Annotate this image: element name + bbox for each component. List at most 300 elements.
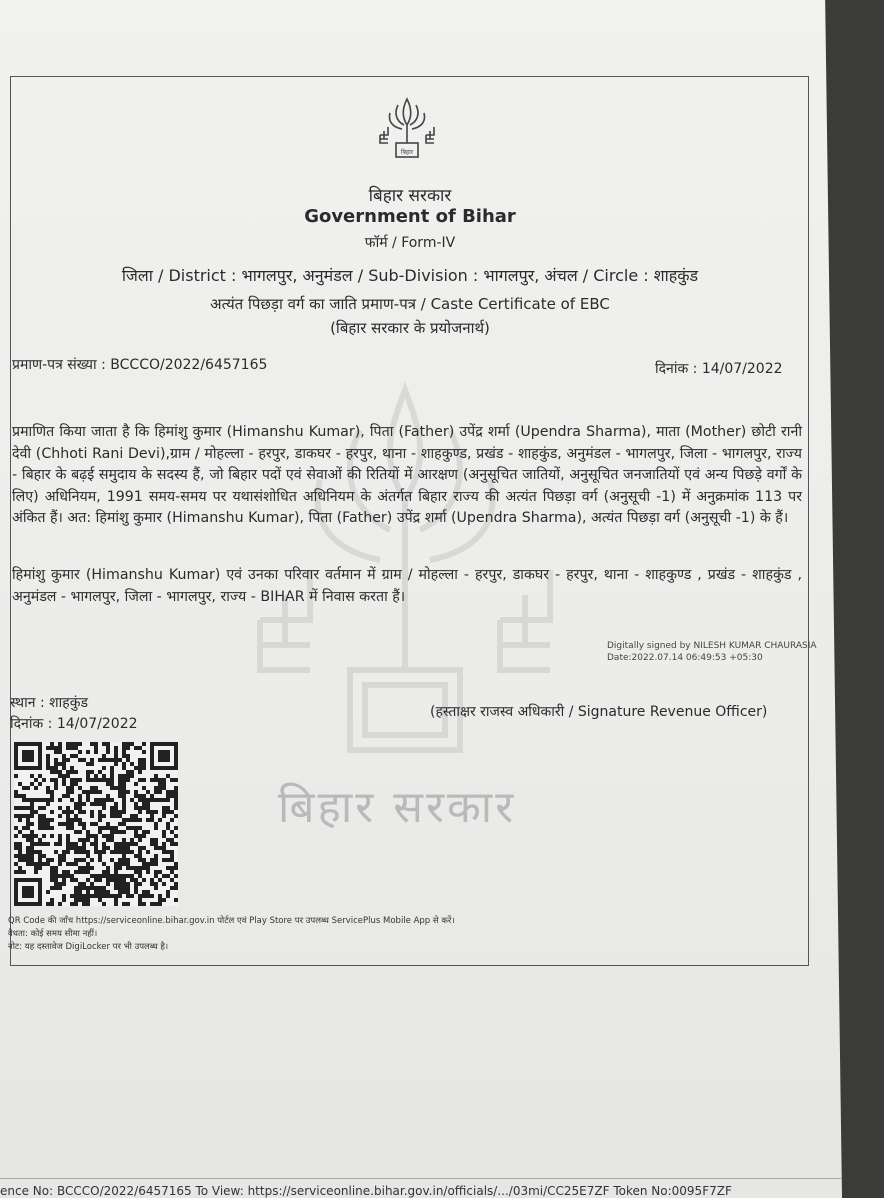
qr-module — [118, 886, 122, 890]
qr-module — [114, 758, 118, 762]
qr-module — [82, 810, 86, 814]
qr-module — [118, 866, 122, 870]
qr-module — [138, 778, 142, 782]
qr-module — [18, 782, 22, 786]
qr-module — [50, 770, 54, 774]
qr-module — [90, 810, 94, 814]
qr-module — [30, 798, 34, 802]
qr-module — [114, 898, 118, 902]
qr-module — [78, 810, 82, 814]
qr-module — [94, 742, 98, 746]
qr-module — [114, 814, 118, 818]
qr-module — [50, 886, 54, 890]
qr-module — [62, 878, 66, 882]
qr-module — [122, 846, 126, 850]
qr-module — [170, 866, 174, 870]
qr-module — [130, 894, 134, 898]
qr-module — [162, 898, 166, 902]
qr-module — [142, 742, 146, 746]
qr-module — [26, 818, 30, 822]
qr-module — [102, 778, 106, 782]
qr-module — [74, 770, 78, 774]
qr-module — [118, 842, 122, 846]
qr-module — [38, 826, 42, 830]
qr-module — [110, 770, 114, 774]
qr-module — [126, 850, 130, 854]
qr-module — [82, 822, 86, 826]
signature-officer: (हस्ताक्षर राजस्व अधिकारी / Signature Revenue Officer) — [430, 704, 768, 720]
qr-module — [86, 750, 90, 754]
qr-module — [62, 882, 66, 886]
qr-module — [158, 782, 162, 786]
qr-module — [138, 854, 142, 858]
qr-module — [130, 842, 134, 846]
qr-module — [14, 834, 18, 838]
qr-module — [18, 870, 22, 874]
qr-module — [30, 850, 34, 854]
qr-module — [98, 818, 102, 822]
qr-module — [86, 894, 90, 898]
qr-module — [94, 786, 98, 790]
qr-module — [142, 758, 146, 762]
qr-module — [114, 810, 118, 814]
qr-module — [90, 866, 94, 870]
qr-module — [146, 802, 150, 806]
qr-module — [14, 826, 18, 830]
qr-module — [154, 862, 158, 866]
qr-module — [102, 766, 106, 770]
qr-module — [146, 806, 150, 810]
qr-module — [18, 854, 22, 858]
qr-module — [122, 874, 126, 878]
qr-module — [174, 834, 178, 838]
qr-module — [58, 886, 62, 890]
qr-module — [106, 782, 110, 786]
qr-module — [102, 774, 106, 778]
qr-module — [106, 822, 110, 826]
qr-module — [110, 798, 114, 802]
qr-module — [66, 794, 70, 798]
qr-module — [126, 778, 130, 782]
qr-module — [34, 798, 38, 802]
qr-module — [138, 850, 142, 854]
qr-module — [170, 858, 174, 862]
qr-module — [114, 862, 118, 866]
qr-module — [54, 750, 58, 754]
qr-module — [62, 758, 66, 762]
qr-module — [30, 802, 34, 806]
qr-module — [66, 742, 70, 746]
qr-module — [62, 870, 66, 874]
qr-module — [34, 778, 38, 782]
qr-module — [42, 798, 46, 802]
qr-module — [94, 802, 98, 806]
qr-module — [134, 878, 138, 882]
qr-module — [70, 754, 74, 758]
qr-module — [170, 878, 174, 882]
qr-module — [54, 866, 58, 870]
qr-module — [90, 814, 94, 818]
qr-module — [86, 794, 90, 798]
qr-module — [122, 774, 126, 778]
qr-module — [50, 778, 54, 782]
qr-module — [134, 854, 138, 858]
qr-module — [46, 786, 50, 790]
qr-module — [114, 830, 118, 834]
qr-module — [78, 866, 82, 870]
qr-module — [146, 890, 150, 894]
qr-module — [174, 790, 178, 794]
qr-module — [154, 846, 158, 850]
certificate-purpose: (बिहार सरकार के प्रयोजनार्थ) — [330, 319, 490, 337]
qr-module — [114, 870, 118, 874]
qr-module — [18, 806, 22, 810]
qr-module — [146, 818, 150, 822]
qr-module — [46, 902, 50, 906]
qr-module — [74, 806, 78, 810]
digital-signature-date: Date:2022.07.14 06:49:53 +05:30 — [607, 653, 763, 663]
qr-module — [18, 858, 22, 862]
qr-module — [98, 878, 102, 882]
qr-module — [174, 842, 178, 846]
qr-module — [134, 870, 138, 874]
qr-module — [50, 818, 54, 822]
qr-module — [174, 786, 178, 790]
qr-module — [90, 762, 94, 766]
qr-module — [74, 802, 78, 806]
qr-module — [114, 750, 118, 754]
qr-module — [86, 870, 90, 874]
qr-module — [34, 866, 38, 870]
qr-module — [174, 814, 178, 818]
location-line: जिला / District : भागलपुर, अनुमंडल / Sub-Division : भागलपुर, अंचल / Circle : शाहकुंड — [121, 266, 699, 285]
qr-module — [90, 790, 94, 794]
qr-module — [58, 854, 62, 858]
qr-module — [66, 814, 70, 818]
qr-module — [74, 898, 78, 902]
footer-divider — [0, 1178, 842, 1179]
qr-module — [82, 846, 86, 850]
qr-module — [86, 778, 90, 782]
qr-module — [26, 834, 30, 838]
footer-reference: ence No: BCCCO/2022/6457165 To View: https://serviceonline.bihar.gov.in/officials/.../03mi/CC25E7ZF Token No:0095F7ZF — [0, 1184, 732, 1198]
qr-module — [78, 758, 82, 762]
qr-module — [54, 850, 58, 854]
qr-module — [30, 842, 34, 846]
qr-module — [126, 882, 130, 886]
qr-module — [74, 742, 78, 746]
qr-module — [82, 838, 86, 842]
qr-module — [14, 846, 18, 850]
qr-module — [126, 774, 130, 778]
qr-module — [90, 802, 94, 806]
qr-module — [114, 874, 118, 878]
qr-module — [122, 782, 126, 786]
qr-module — [78, 778, 82, 782]
qr-module — [122, 790, 126, 794]
qr-module — [66, 846, 70, 850]
qr-module — [74, 818, 78, 822]
qr-module — [74, 814, 78, 818]
qr-module — [118, 822, 122, 826]
qr-module — [62, 894, 66, 898]
qr-module — [102, 862, 106, 866]
qr-module — [138, 798, 142, 802]
qr-module — [58, 814, 62, 818]
qr-module — [106, 846, 110, 850]
qr-module — [86, 862, 90, 866]
qr-module — [138, 866, 142, 870]
qr-module — [82, 790, 86, 794]
govt-title-english: Government of Bihar — [304, 206, 516, 227]
qr-module — [98, 898, 102, 902]
qr-module — [50, 878, 54, 882]
qr-module — [138, 810, 142, 814]
qr-module — [42, 834, 46, 838]
qr-module — [78, 882, 82, 886]
qr-module — [42, 778, 46, 782]
qr-module — [70, 770, 74, 774]
qr-module — [58, 806, 62, 810]
qr-module — [90, 742, 94, 746]
qr-module — [90, 758, 94, 762]
qr-module — [74, 890, 78, 894]
qr-module — [106, 834, 110, 838]
qr-module — [26, 862, 30, 866]
qr-module — [62, 822, 66, 826]
qr-module — [54, 778, 58, 782]
qr-module — [18, 818, 22, 822]
qr-module — [158, 894, 162, 898]
qr-module — [122, 830, 126, 834]
qr-module — [42, 862, 46, 866]
qr-module — [98, 826, 102, 830]
qr-module — [86, 898, 90, 902]
qr-module — [26, 846, 30, 850]
qr-module — [94, 894, 98, 898]
qr-module — [110, 814, 114, 818]
qr-module — [142, 750, 146, 754]
qr-module — [162, 842, 166, 846]
qr-module — [86, 878, 90, 882]
qr-module — [62, 874, 66, 878]
qr-module — [142, 866, 146, 870]
qr-module — [66, 746, 70, 750]
qr-module — [106, 798, 110, 802]
qr-module — [82, 882, 86, 886]
qr-module — [138, 806, 142, 810]
qr-module — [58, 882, 62, 886]
qr-module — [50, 898, 54, 902]
qr-module — [154, 886, 158, 890]
qr-module — [154, 810, 158, 814]
qr-module — [122, 890, 126, 894]
qr-module — [146, 790, 150, 794]
qr-module — [158, 878, 162, 882]
qr-module — [114, 746, 118, 750]
qr-module — [90, 882, 94, 886]
qr-module — [26, 854, 30, 858]
qr-module — [30, 822, 34, 826]
qr-module — [22, 858, 26, 862]
qr-module — [74, 754, 78, 758]
qr-module — [94, 878, 98, 882]
qr-module — [154, 778, 158, 782]
qr-module — [66, 850, 70, 854]
qr-module — [102, 806, 106, 810]
qr-module — [126, 862, 130, 866]
qr-module — [106, 878, 110, 882]
qr-module — [26, 838, 30, 842]
qr-module — [18, 842, 22, 846]
qr-module — [70, 782, 74, 786]
qr-module — [90, 874, 94, 878]
qr-module — [30, 834, 34, 838]
qr-module — [30, 846, 34, 850]
qr-module — [118, 890, 122, 894]
qr-module — [126, 842, 130, 846]
qr-module — [154, 870, 158, 874]
qr-module — [98, 858, 102, 862]
qr-module — [102, 802, 106, 806]
qr-module — [14, 870, 18, 874]
qr-module — [134, 746, 138, 750]
qr-module — [130, 866, 134, 870]
qr-module — [114, 850, 118, 854]
qr-module — [174, 886, 178, 890]
qr-module — [118, 874, 122, 878]
qr-module — [102, 886, 106, 890]
qr-module — [70, 742, 74, 746]
qr-module — [34, 786, 38, 790]
qr-module — [30, 774, 34, 778]
qr-module — [126, 902, 130, 906]
qr-module — [102, 902, 106, 906]
qr-module — [38, 782, 42, 786]
qr-module — [126, 866, 130, 870]
qr-module — [38, 818, 42, 822]
qr-module — [38, 858, 42, 862]
bihar-emblem-logo — [372, 95, 442, 163]
qr-module — [134, 794, 138, 798]
qr-module — [146, 798, 150, 802]
qr-module — [158, 798, 162, 802]
qr-module — [102, 742, 106, 746]
qr-module — [130, 770, 134, 774]
qr-module — [166, 794, 170, 798]
qr-module — [58, 822, 62, 826]
certificate-number: प्रमाण-पत्र संख्या : BCCCO/2022/6457165 — [12, 357, 268, 373]
qr-module — [38, 838, 42, 842]
qr-module — [30, 838, 34, 842]
qr-module — [98, 830, 102, 834]
qr-code[interactable] — [14, 742, 178, 906]
qr-module — [110, 810, 114, 814]
qr-module — [130, 798, 134, 802]
qr-module — [78, 894, 82, 898]
qr-module — [134, 834, 138, 838]
qr-module — [98, 854, 102, 858]
qr-module — [166, 866, 170, 870]
qr-module — [106, 882, 110, 886]
qr-module — [54, 758, 58, 762]
qr-module — [78, 838, 82, 842]
qr-module — [74, 886, 78, 890]
qr-module — [46, 862, 50, 866]
qr-module — [78, 794, 82, 798]
qr-module — [66, 822, 70, 826]
qr-module — [86, 902, 90, 906]
qr-module — [34, 842, 38, 846]
qr-module — [106, 890, 110, 894]
qr-module — [14, 774, 18, 778]
qr-module — [166, 774, 170, 778]
qr-module — [126, 846, 130, 850]
qr-module — [34, 810, 38, 814]
qr-module — [74, 842, 78, 846]
qr-module — [102, 870, 106, 874]
qr-module — [94, 750, 98, 754]
qr-module — [50, 746, 54, 750]
qr-module — [142, 786, 146, 790]
qr-module — [110, 850, 114, 854]
qr-module — [38, 822, 42, 826]
qr-module — [102, 834, 106, 838]
qr-module — [54, 870, 58, 874]
qr-module — [38, 850, 42, 854]
qr-module — [94, 774, 98, 778]
qr-module — [138, 846, 142, 850]
qr-module — [150, 902, 154, 906]
qr-module — [138, 746, 142, 750]
qr-module — [158, 870, 162, 874]
qr-module — [82, 894, 86, 898]
qr-module — [154, 798, 158, 802]
qr-module — [114, 754, 118, 758]
qr-module — [50, 790, 54, 794]
qr-module — [130, 850, 134, 854]
qr-module — [46, 790, 50, 794]
qr-module — [162, 874, 166, 878]
qr-module — [38, 862, 42, 866]
qr-module — [106, 866, 110, 870]
qr-module — [134, 826, 138, 830]
qr-module — [146, 862, 150, 866]
qr-module — [102, 814, 106, 818]
qr-module — [74, 902, 78, 906]
qr-module — [38, 806, 42, 810]
issue-place: स्थान : शाहकुंड — [10, 695, 88, 711]
qr-module — [66, 838, 70, 842]
qr-module — [114, 842, 118, 846]
qr-module — [122, 818, 126, 822]
qr-module — [138, 874, 142, 878]
qr-module — [38, 814, 42, 818]
qr-module — [22, 834, 26, 838]
qr-module — [118, 786, 122, 790]
qr-module — [146, 810, 150, 814]
qr-module — [30, 830, 34, 834]
qr-module — [106, 874, 110, 878]
qr-module — [170, 838, 174, 842]
qr-module — [122, 798, 126, 802]
qr-module — [114, 762, 118, 766]
qr-module — [134, 782, 138, 786]
qr-module — [70, 786, 74, 790]
qr-module — [66, 818, 70, 822]
qr-module — [162, 798, 166, 802]
qr-module — [158, 778, 162, 782]
